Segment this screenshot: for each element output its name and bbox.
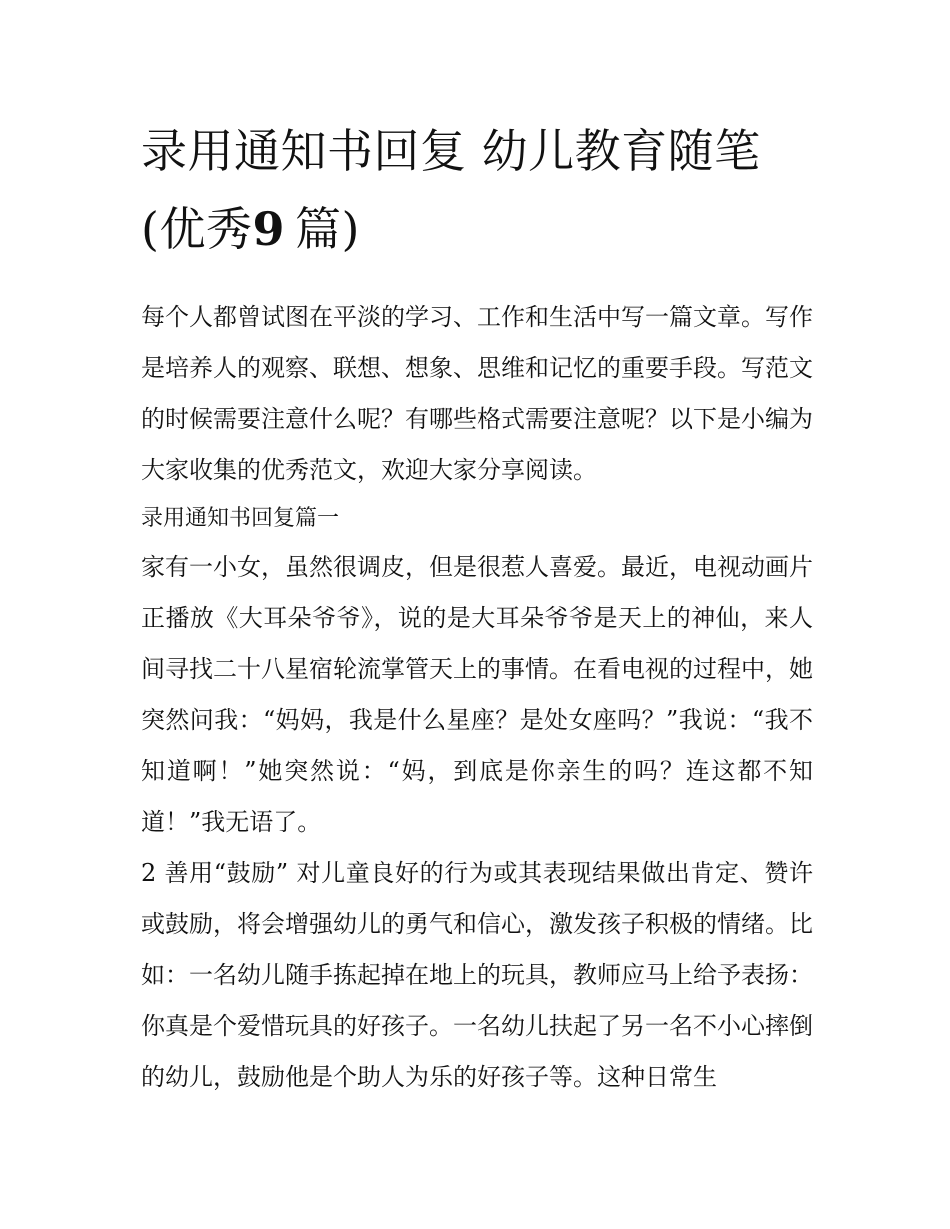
title-close: 篇) [294, 202, 360, 256]
title-main: 录用通知书回复 幼儿教育随笔 [141, 124, 761, 178]
title-open: (优秀 [141, 202, 253, 256]
document-page [141, 112, 813, 1103]
intro-paragraph: 每个人都曾试图在平淡的学习、工作和生活中写一篇文章。写作是培养人的观察、联想、想象、思维和记忆的重要手段。写范文的时候需要注意什么呢？有哪些格式需要注意呢？以下是小编为大家收集的优秀范文，欢迎大家分享阅读。 [141, 303, 813, 484]
section-paragraph-1: 家有一小女，虽然很调皮，但是很惹人喜爱。最近，电视动画片正播放《大耳朵爷爷》，说的是大耳朵爷爷是天上的神仙，来人间寻找二十八星宿轮流掌管天上的事情。在看电视的过程中，她突然问我：“妈妈，我是什么星座？是处女座吗？”我说：“我不知道啊！”她突然说：“妈，到底是你亲生的吗？连这都不知道！”我无语了。 [141, 553, 813, 836]
section-paragraph-2: 2 善用“鼓励” 对儿童良好的行为或其表现结果做出肯定、赞许或鼓励，将会增强幼儿的勇气和信心，激发孩子积极的情绪。比如：一名幼儿随手拣起掉在地上的玩具，教师应马上给予表扬：你真是个爱惜玩具的好孩子。一名幼儿扶起了另一名不小心摔倒的幼儿，鼓励他是个助人为乐的好孩子等。这种日常生 [141, 859, 813, 1091]
title-number: 9 [252, 202, 285, 256]
document-title [141, 112, 813, 268]
section-heading-1: 录用通知书回复篇一 [141, 506, 340, 531]
